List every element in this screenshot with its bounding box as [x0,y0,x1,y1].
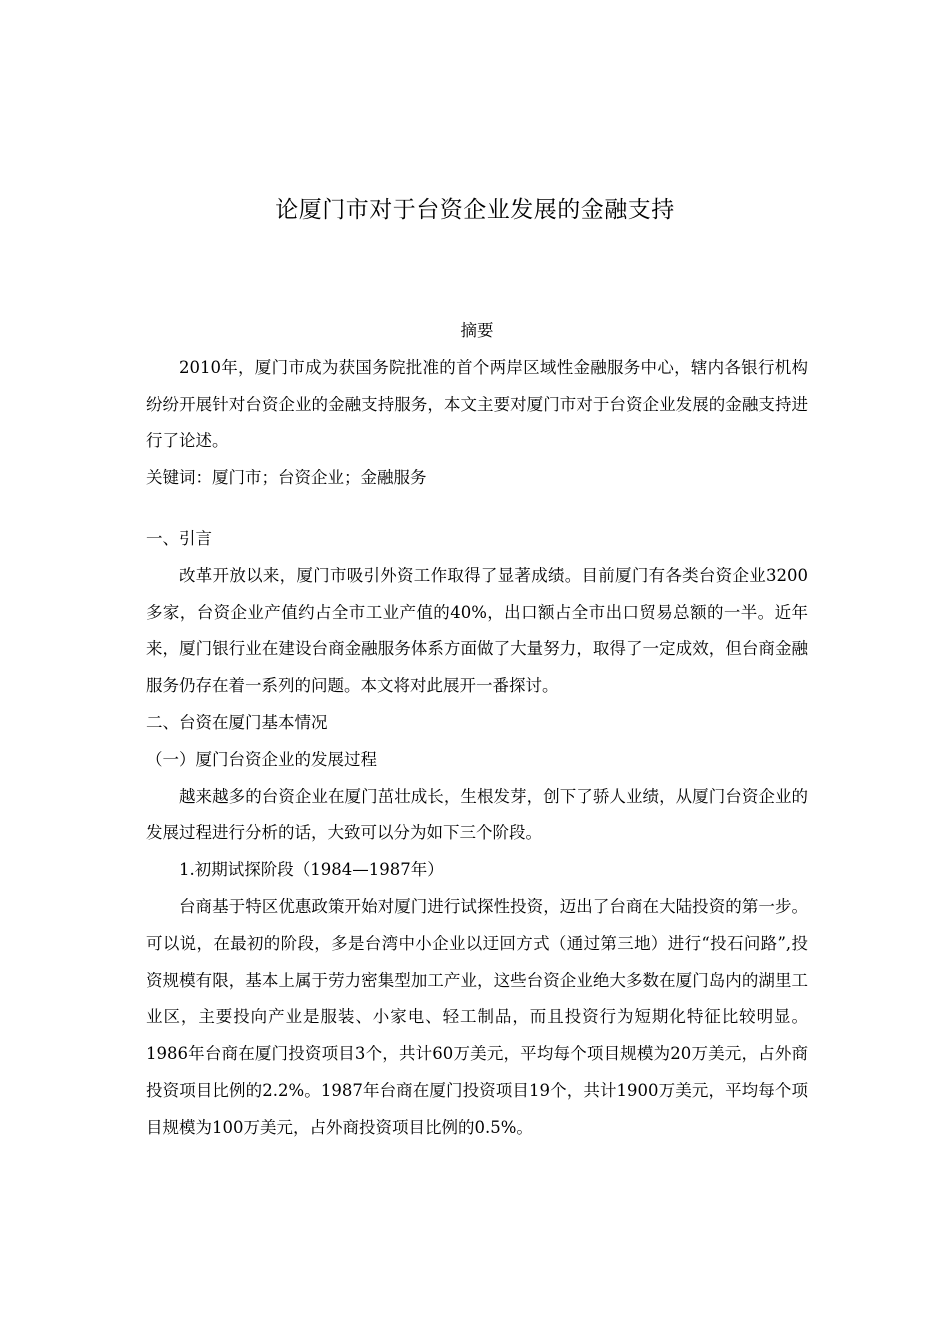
section1-paragraph: 改革开放以来，厦门市吸引外资工作取得了显著成绩。目前厦门有各类台资企业3200多家，台资企业产值约占全市工业产值的40%，出口额占全市出口贸易总额的一半。近年来，厦门银行业在建设台商金融服务体系方面做了大量努力，取得了一定成效，但台商金融服务仍存在着一系列的问题。本文将对此展开一番探讨。 [146,565,808,696]
stage1-heading: 1.初期试探阶段（1984—1987年） [179,860,444,880]
section1-heading: 一、引言 [146,529,212,548]
section2-sub1-heading: （一）厦门台资企业的发展过程 [146,749,377,769]
keywords-line: 关键词：厦门市；台资企业；金融服务 [146,468,427,488]
abstract-section [146,313,808,497]
stage1-paragraph: 台商基于特区优惠政策开始对厦门进行试探性投资，迈出了台商在大陆投资的第一步。可以说，在最初的阶段，多是台湾中小企业以迂回方式（通过第三地）进行“投石问路”,投资规模有限，基本上属于劳力密集型加工产业，这些台资企业绝大多数在厦门岛内的湖里工业区，主要投向产业是服装、小家电、轻工制品，而且投资行为短期化特征比较明显。1986年台商在厦门投资项目3个，共计60万美元，平均每个项目规模为20万美元，占外商投资项目比例的2.2%。1987年台商在厦门投资项目19个，共计1900万美元，平均每个项目规模为100万美元，占外商投资项目比例的0.5%。 [146,896,808,1137]
section-introduction [146,521,808,1147]
document-title: 论厦门市对于台资企业发展的金融支持 [275,197,675,223]
abstract-heading: 摘要 [460,321,494,340]
abstract-text: 2010年，厦门市成为获国务院批准的首个两岸区域性金融服务中心，辖内各银行机构纷纷开展针对台资企业的金融支持服务，本文主要对厦门市对于台资企业发展的金融支持进行了论述。 [146,357,808,451]
section2-heading: 二、台资在厦门基本情况 [146,712,328,732]
section2-sub1-paragraph: 越来越多的台资企业在厦门茁壮成长，生根发芽，创下了骄人业绩，从厦门台资企业的发展过程进行分析的话，大致可以分为如下三个阶段。 [146,786,808,843]
